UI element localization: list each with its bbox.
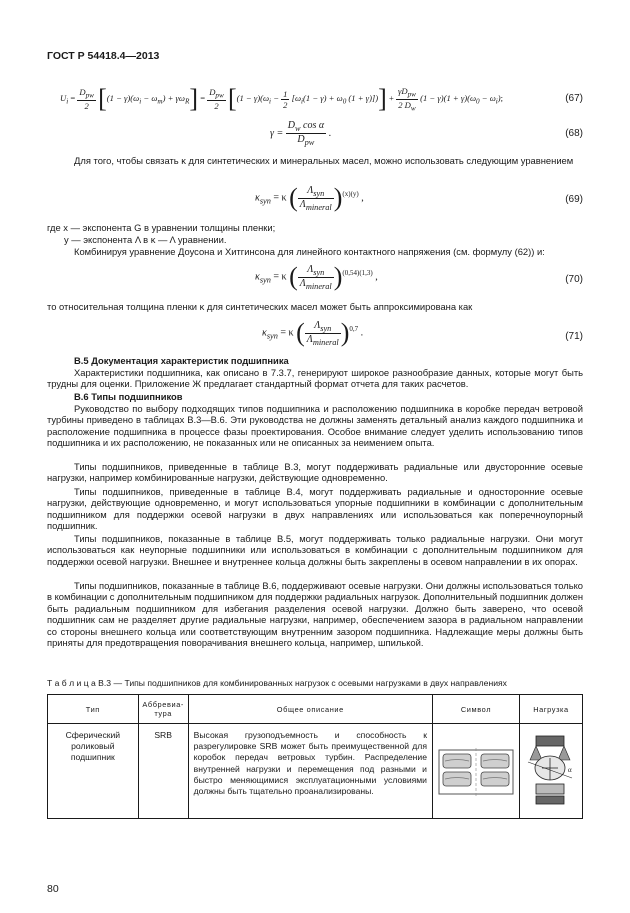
where-line-x: где x — экспонента G в уравнении толщины пленки;	[47, 222, 276, 233]
equation-69-number: (69)	[565, 194, 583, 205]
spherical-roller-bearing-symbol	[435, 728, 517, 812]
cell-load	[519, 724, 582, 819]
cell-type: Сферический роликовый подшипник	[48, 724, 139, 819]
column-header: Нагрузка	[519, 695, 582, 724]
equation-68: γ = $\frac{D_w \cos \alpha}{D_{pw}}$ .	[270, 120, 332, 147]
table-caption: Т а б л и ц а В.3 — Типы подшипников для комбинированных нагрузок с осевыми нагрузками в двух направлениях	[47, 678, 507, 688]
paragraph: Комбинируя уравнение Доусона и Хитгинсона для линейного контактного напряжения (см. формулу (62)) и:	[74, 246, 545, 257]
column-header: Символ	[432, 695, 519, 724]
paragraph: Типы подшипников, приведенные в таблице В.3, могут поддерживать радиальные или двусторонние осевые нагрузки, например комбинированные нагрузки, действующие одновременно.	[47, 461, 583, 484]
bearing-types-table	[47, 694, 583, 819]
table-header-row	[48, 695, 583, 724]
paragraph: Для того, чтобы связать κ для синтетических и минеральных масел, можно использовать следующим уравнением	[74, 155, 574, 166]
column-header: Аббревиа-тура	[138, 695, 188, 724]
table-row	[48, 724, 583, 819]
equation-71-number: (71)	[565, 331, 583, 342]
paragraph: Характеристики подшипника, как описано в 7.3.7, генерируют широкое разнообразие данных, которые могут быть трудны для оценки. Приложение Ж предлагает стандартный формат отчета для таких расчетов.	[47, 367, 583, 390]
section-heading-b6: В.6 Типы подшипников	[74, 391, 183, 402]
page-number: 80	[47, 883, 59, 895]
paragraph: Типы подшипников, показанные в таблице В.5, могут поддерживать только радиальные нагрузки. Они могут использоваться как неупорные подшипники или использоваться в комбинации с дополнительным подшипником для поддержки осевой нагрузки. Внешнее и внутреннее кольца должны быть закреплены в осевом направлении в их опорах.	[47, 533, 583, 567]
where-line-y: y — экспонента Λ в κ — Λ уравнении.	[64, 234, 227, 245]
column-header: Общее описание	[188, 695, 432, 724]
paragraph: Типы подшипников, приведенные в таблице В.4, могут поддерживать радиальные и односторонние осевые нагрузки, действующие одновременно, и могут использоваться упорные подшипники в комбинации с дополнительным подшипником для поддержки осевой нагрузки в двух направлениях или использоваться как поперечноупорный подшипник.	[47, 486, 583, 532]
column-header: Тип	[48, 695, 139, 724]
equation-67: $U_i$ = $\frac{D_{pw}}{2}$ $[(1 - \gamma)(\omega_i - \omega_m) + \gamma\omega_R]$ = $\frac{D_{pw}}{2}$ [$(1 - \gamma)(\omega_i$ − $\frac{1}{2}$ [$\omega_i(1 - \gamma) + \omega_0$ (1 + γ)])] + $\frac{\gamma D_{pw}}{2 D_w}$ $(1 - \gamma)(1 + \gamma)(\omega_0 - \omega_i)$;	[60, 84, 504, 113]
equation-70: $\kappa_{syn} = \kappa$ ( $\frac{\Lambda_{syn}}{\Lambda_{mineral}}$ )$^{(0,54)(1,3)}$ ,	[255, 262, 378, 291]
equation-71: $\kappa_{syn} = \kappa$ ( $\frac{\Lambda_{syn}}{\Lambda_{mineral}}$ )$^{0,7}$ .	[262, 318, 364, 347]
equation-70-number: (70)	[565, 274, 583, 285]
paragraph: то относительная толщина пленки κ для синтетических масел может быть аппроксимирована как	[47, 301, 473, 312]
cell-symbol	[432, 724, 519, 819]
document-header: ГОСТ Р 54418.4—2013	[47, 50, 160, 62]
svg-text:α: α	[567, 766, 572, 774]
cell-abbr: SRB	[138, 724, 188, 819]
equation-68-number: (68)	[565, 128, 583, 139]
equation-69: $\kappa_{syn} = \kappa$ ( $\frac{\Lambda_{syn}}{\Lambda_{mineral}}$ )$^{(x)(y)}$ ,	[255, 183, 364, 212]
paragraph: Руководство по выбору подходящих типов подшипника и расположению подшипника в коробке передач ветровой турбины приведено в таблицах В.3—В.6. Эти руководства не должны заменять детальный анализ каждого подшипника и расположение подшипника в процессе фазы проектирования. Особое внимание следует уделить использованию типов подшипника и их расположению, не показанных или не описанных за неимением опыта.	[47, 403, 583, 449]
equation-67-number: (67)	[565, 93, 583, 104]
section-heading-b5: В.5 Документация характеристик подшипника	[74, 355, 289, 366]
load-diagram-icon	[522, 728, 580, 812]
paragraph: Типы подшипников, показанные в таблице В.6, поддерживают осевые нагрузки. Они должны использоваться только в комбинации с дополнительным подшипником для поддержки радиальных нагрузок. Дополнительный подшипник должен быть радиальным подшипником для избегания разделения осевой нагрузки. Должно быть заверено, что осевой подшипник сам не разделяет другие радиальные нагрузки, например, обеспечением зазора в радиальном направлении со стороны внешнего кольца или соответствующим внутренним зазором подшипника. Надлежащие меры должны быть приняты для предотвращения поворачивания внешнего кольца, например, шпилькой.	[47, 580, 583, 649]
cell-description: Высокая грузоподъемность и способность к разрегулировке SRB может быть преимущественной для коробок передач ветровых турбин. Распределение внутренней нагрузки и перемещения под разными и быстро меняющимися эксплуатационными условиями должны быть тщательно проанализированы.	[188, 724, 432, 819]
